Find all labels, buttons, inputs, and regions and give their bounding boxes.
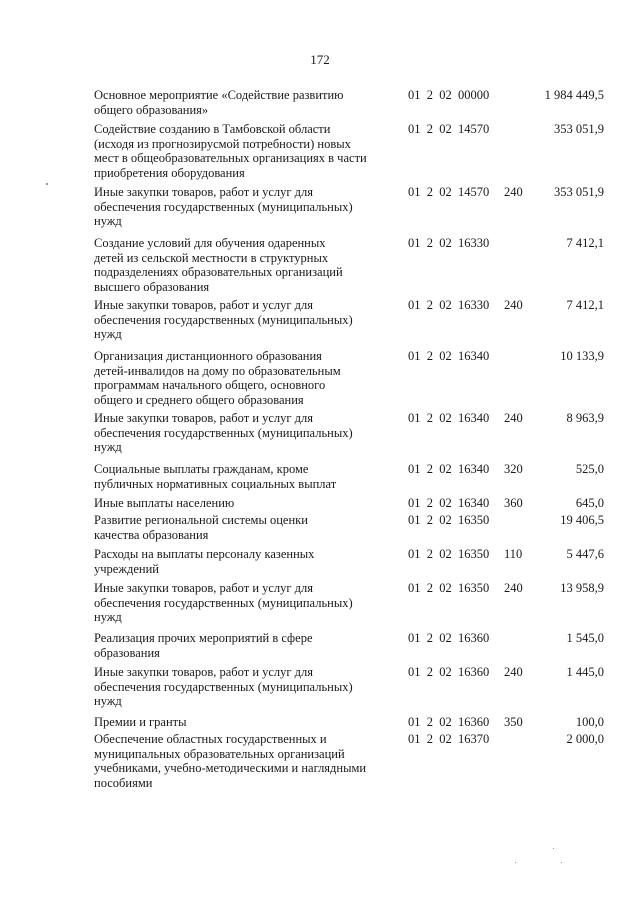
row-expense-type: 360 bbox=[504, 496, 523, 510]
row-amount: 8 963,9 bbox=[566, 411, 604, 425]
table-row bbox=[94, 185, 614, 229]
description-line: нужд bbox=[94, 440, 122, 454]
row-expense-type: 110 bbox=[504, 547, 523, 561]
row-description bbox=[94, 462, 394, 491]
description-line: обеспечения государственных (муниципальных) bbox=[94, 595, 353, 610]
description-line: Иные закупки товаров, работ и услуг для bbox=[94, 581, 314, 595]
description-line: общего и среднего общего образования bbox=[94, 392, 304, 407]
description-line: Развитие региональной системы оценки bbox=[94, 513, 308, 527]
row-expense-type: 240 bbox=[504, 665, 523, 679]
row-amount: 10 133,9 bbox=[560, 349, 604, 363]
row-description bbox=[94, 715, 394, 730]
description-line: обеспечения государственных (муниципальных) bbox=[94, 199, 353, 214]
row-code: 01 2 02 16360 bbox=[408, 715, 490, 729]
page-number: 172 bbox=[310, 52, 330, 67]
row-expense-type: 240 bbox=[504, 581, 523, 595]
row-description bbox=[94, 88, 394, 117]
description-line: приобретения оборудования bbox=[94, 165, 245, 180]
description-line: обеспечения государственных (муниципальных) bbox=[94, 312, 353, 327]
row-description bbox=[94, 298, 394, 342]
description-line: нужд bbox=[94, 610, 122, 624]
row-description bbox=[94, 236, 394, 294]
description-line: нужд bbox=[94, 327, 122, 341]
description-line: учреждений bbox=[94, 561, 159, 576]
row-expense-type: 350 bbox=[504, 715, 523, 729]
description-line: детей из сельской местности в структурных bbox=[94, 250, 329, 265]
row-expense-type: 240 bbox=[504, 298, 523, 312]
description-line: Иные выплаты населению bbox=[94, 496, 235, 510]
table-row bbox=[94, 732, 614, 790]
row-code: 01 2 02 16360 bbox=[408, 665, 490, 679]
row-description bbox=[94, 513, 394, 542]
row-amount: 1 445,0 bbox=[566, 665, 604, 679]
description-line: обеспечения государственных (муниципальных) bbox=[94, 425, 353, 440]
row-amount: 2 000,0 bbox=[566, 732, 604, 746]
row-expense-type: 240 bbox=[504, 411, 523, 425]
scan-speck bbox=[561, 862, 562, 863]
row-code: 01 2 02 16350 bbox=[408, 547, 490, 561]
table-row bbox=[94, 715, 614, 730]
description-line: нужд bbox=[94, 214, 122, 228]
row-expense-type: 320 bbox=[504, 462, 523, 476]
description-line: Основное мероприятие «Содействие развитию bbox=[94, 88, 344, 102]
table-row bbox=[94, 547, 614, 576]
table-row bbox=[94, 411, 614, 455]
row-code: 01 2 02 16370 bbox=[408, 732, 490, 746]
description-line: Содействие созданию в Тамбовской области bbox=[94, 122, 331, 136]
row-amount: 100,0 bbox=[575, 715, 604, 729]
row-code: 01 2 02 16340 bbox=[408, 462, 490, 476]
table-row bbox=[94, 236, 614, 294]
scan-speck bbox=[515, 862, 516, 863]
row-code: 01 2 02 16330 bbox=[408, 236, 490, 250]
table-row bbox=[94, 581, 614, 625]
description-line: высшего образования bbox=[94, 279, 210, 294]
description-line: пособиями bbox=[94, 775, 153, 790]
row-description bbox=[94, 122, 394, 180]
row-expense-type: 240 bbox=[504, 185, 523, 199]
description-line: образования bbox=[94, 645, 160, 660]
scan-speck bbox=[46, 183, 48, 185]
row-description bbox=[94, 185, 394, 229]
table-row bbox=[94, 496, 614, 511]
description-line: Создание условий для обучения одаренных bbox=[94, 236, 326, 250]
description-line: (исходя из прогнозирусмой потребности) новых bbox=[94, 136, 351, 151]
row-amount: 7 412,1 bbox=[566, 298, 604, 312]
row-description bbox=[94, 665, 394, 709]
description-line: Социальные выплаты гражданам, кроме bbox=[94, 462, 309, 476]
description-line: нужд bbox=[94, 694, 122, 708]
row-amount: 19 406,5 bbox=[560, 513, 604, 527]
description-line: Иные закупки товаров, работ и услуг для bbox=[94, 411, 314, 425]
row-code: 01 2 02 16330 bbox=[408, 298, 490, 312]
description-line: подразделениях образовательных организаций bbox=[94, 265, 343, 279]
table-row bbox=[94, 513, 614, 542]
row-code: 01 2 02 16350 bbox=[408, 581, 490, 595]
description-line: Реализация прочих мероприятий в сфере bbox=[94, 631, 313, 645]
row-amount: 7 412,1 bbox=[566, 236, 604, 250]
row-description bbox=[94, 581, 394, 625]
row-amount: 5 447,6 bbox=[566, 547, 604, 561]
row-amount: 353 051,9 bbox=[554, 122, 604, 136]
row-description bbox=[94, 547, 394, 576]
description-line: детей-инвалидов на дому по образовательным bbox=[94, 363, 341, 378]
table-row bbox=[94, 631, 614, 660]
description-line: публичных нормативных социальных выплат bbox=[94, 476, 337, 491]
row-code: 01 2 02 16350 bbox=[408, 513, 490, 527]
row-amount: 525,0 bbox=[575, 462, 604, 476]
description-line: Иные закупки товаров, работ и услуг для bbox=[94, 665, 314, 679]
description-line: Организация дистанционного образования bbox=[94, 349, 322, 363]
table-row bbox=[94, 349, 614, 407]
row-description bbox=[94, 631, 394, 660]
description-line: учебниками, учебно-методическими и наглядными bbox=[94, 761, 367, 775]
row-description bbox=[94, 411, 394, 455]
row-description bbox=[94, 496, 394, 511]
description-line: Премии и гранты bbox=[94, 715, 187, 729]
description-line: Иные закупки товаров, работ и услуг для bbox=[94, 298, 314, 312]
row-code: 01 2 02 14570 bbox=[408, 122, 490, 136]
description-line: программам начального общего, основного bbox=[94, 378, 326, 392]
description-line: Обеспечение областных государственных и bbox=[94, 732, 327, 746]
scan-speck bbox=[553, 848, 554, 849]
row-code: 01 2 02 16340 bbox=[408, 349, 490, 363]
row-amount: 645,0 bbox=[575, 496, 604, 510]
description-line: Иные закупки товаров, работ и услуг для bbox=[94, 185, 314, 199]
row-description bbox=[94, 349, 394, 407]
description-line: муниципальных образовательных организаций bbox=[94, 746, 345, 761]
description-line: мест в общеобразовательных организациях в части bbox=[94, 151, 367, 165]
table-row bbox=[94, 88, 614, 117]
row-description bbox=[94, 732, 394, 790]
row-amount: 1 545,0 bbox=[566, 631, 604, 645]
description-line: Расходы на выплаты персоналу казенных bbox=[94, 547, 315, 561]
row-code: 01 2 02 14570 bbox=[408, 185, 490, 199]
table-row bbox=[94, 122, 614, 180]
description-line: качества образования bbox=[94, 527, 209, 542]
description-line: обеспечения государственных (муниципальных) bbox=[94, 679, 353, 694]
row-amount: 13 958,9 bbox=[560, 581, 604, 595]
row-code: 01 2 02 16340 bbox=[408, 496, 490, 510]
description-line: общего образования» bbox=[94, 102, 209, 117]
row-amount: 1 984 449,5 bbox=[544, 88, 604, 102]
row-code: 01 2 02 16340 bbox=[408, 411, 490, 425]
table-row bbox=[94, 462, 614, 491]
row-code: 01 2 02 00000 bbox=[408, 88, 490, 102]
table-row bbox=[94, 298, 614, 342]
row-code: 01 2 02 16360 bbox=[408, 631, 490, 645]
row-amount: 353 051,9 bbox=[554, 185, 604, 199]
table-row bbox=[94, 665, 614, 709]
